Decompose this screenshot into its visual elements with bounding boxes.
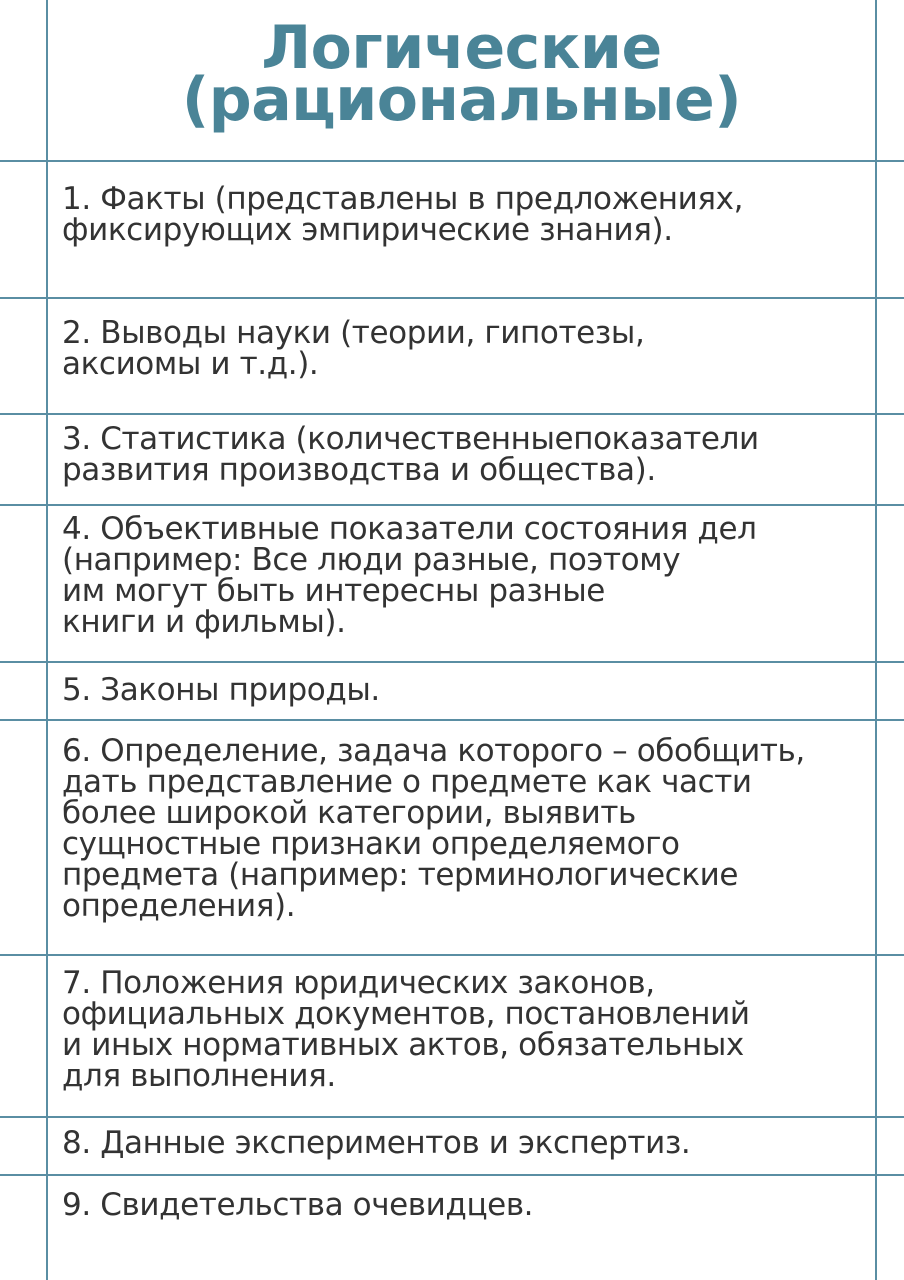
row-divider: [0, 160, 904, 162]
row-4-line-1: 4. Объективные показатели состояния дел: [62, 511, 757, 547]
row-7-line-1: 7. Положения юридических законов,: [62, 965, 655, 1001]
row-6-line-4: сущностные признаки определяемого: [62, 826, 680, 862]
row-9-line-1: 9. Свидетельства очевидцев.: [62, 1187, 534, 1223]
table-row-5: [62, 672, 882, 708]
row-divider: [0, 661, 904, 663]
row-4-line-3: им могут быть интересны разные: [62, 573, 605, 609]
row-divider: [0, 504, 904, 506]
table-row-3: [62, 421, 882, 488]
row-6-line-1: 6. Определение, задача которого – обобщить,: [62, 733, 805, 769]
table-row-8: [62, 1125, 882, 1161]
row-3-line-2: развития производства и общества).: [62, 452, 656, 488]
row-3-line-1: 3. Статистика (количественныепоказатели: [62, 421, 759, 457]
table-row-2: [62, 315, 882, 382]
row-5-line-1: 5. Законы природы.: [62, 672, 380, 708]
row-divider: [0, 719, 904, 721]
row-1-line-1: 1. Факты (представлены в предложениях,: [62, 181, 744, 217]
table-row-6: [62, 733, 882, 924]
row-6-line-6: определения).: [62, 888, 296, 924]
row-divider: [0, 413, 904, 415]
table-row-4: [62, 511, 882, 640]
row-divider: [0, 297, 904, 299]
row-4-line-2: (например: Все люди разные, поэтому: [62, 542, 681, 578]
table-left-border: [46, 0, 48, 1280]
row-2-line-1: 2. Выводы науки (теории, гипотезы,: [62, 315, 645, 351]
row-7-line-2: официальных документов, постановлений: [62, 996, 750, 1032]
row-8-line-1: 8. Данные экспериментов и экспертиз.: [62, 1125, 691, 1161]
row-2-line-2: аксиомы и т.д.).: [62, 346, 319, 382]
table-row-1: [62, 181, 882, 248]
row-6-line-2: дать представление о предмете как части: [62, 764, 752, 800]
row-divider: [0, 1116, 904, 1118]
table-row-7: [62, 965, 882, 1094]
table-title: [48, 13, 875, 135]
row-divider: [0, 954, 904, 956]
title-line-1: Логические: [261, 13, 662, 83]
row-6-line-3: более широкой категории, выявить: [62, 795, 636, 831]
row-7-line-3: и иных нормативных актов, обязательных: [62, 1027, 744, 1063]
row-4-line-4: книги и фильмы).: [62, 604, 346, 640]
row-1-line-2: фиксирующих эмпирические знания).: [62, 212, 673, 248]
table-row-9: [62, 1187, 882, 1223]
title-line-2: (рациональные): [181, 65, 742, 135]
row-7-line-4: для выполнения.: [62, 1058, 336, 1094]
row-divider: [0, 1174, 904, 1176]
row-6-line-5: предмета (например: терминологические: [62, 857, 739, 893]
